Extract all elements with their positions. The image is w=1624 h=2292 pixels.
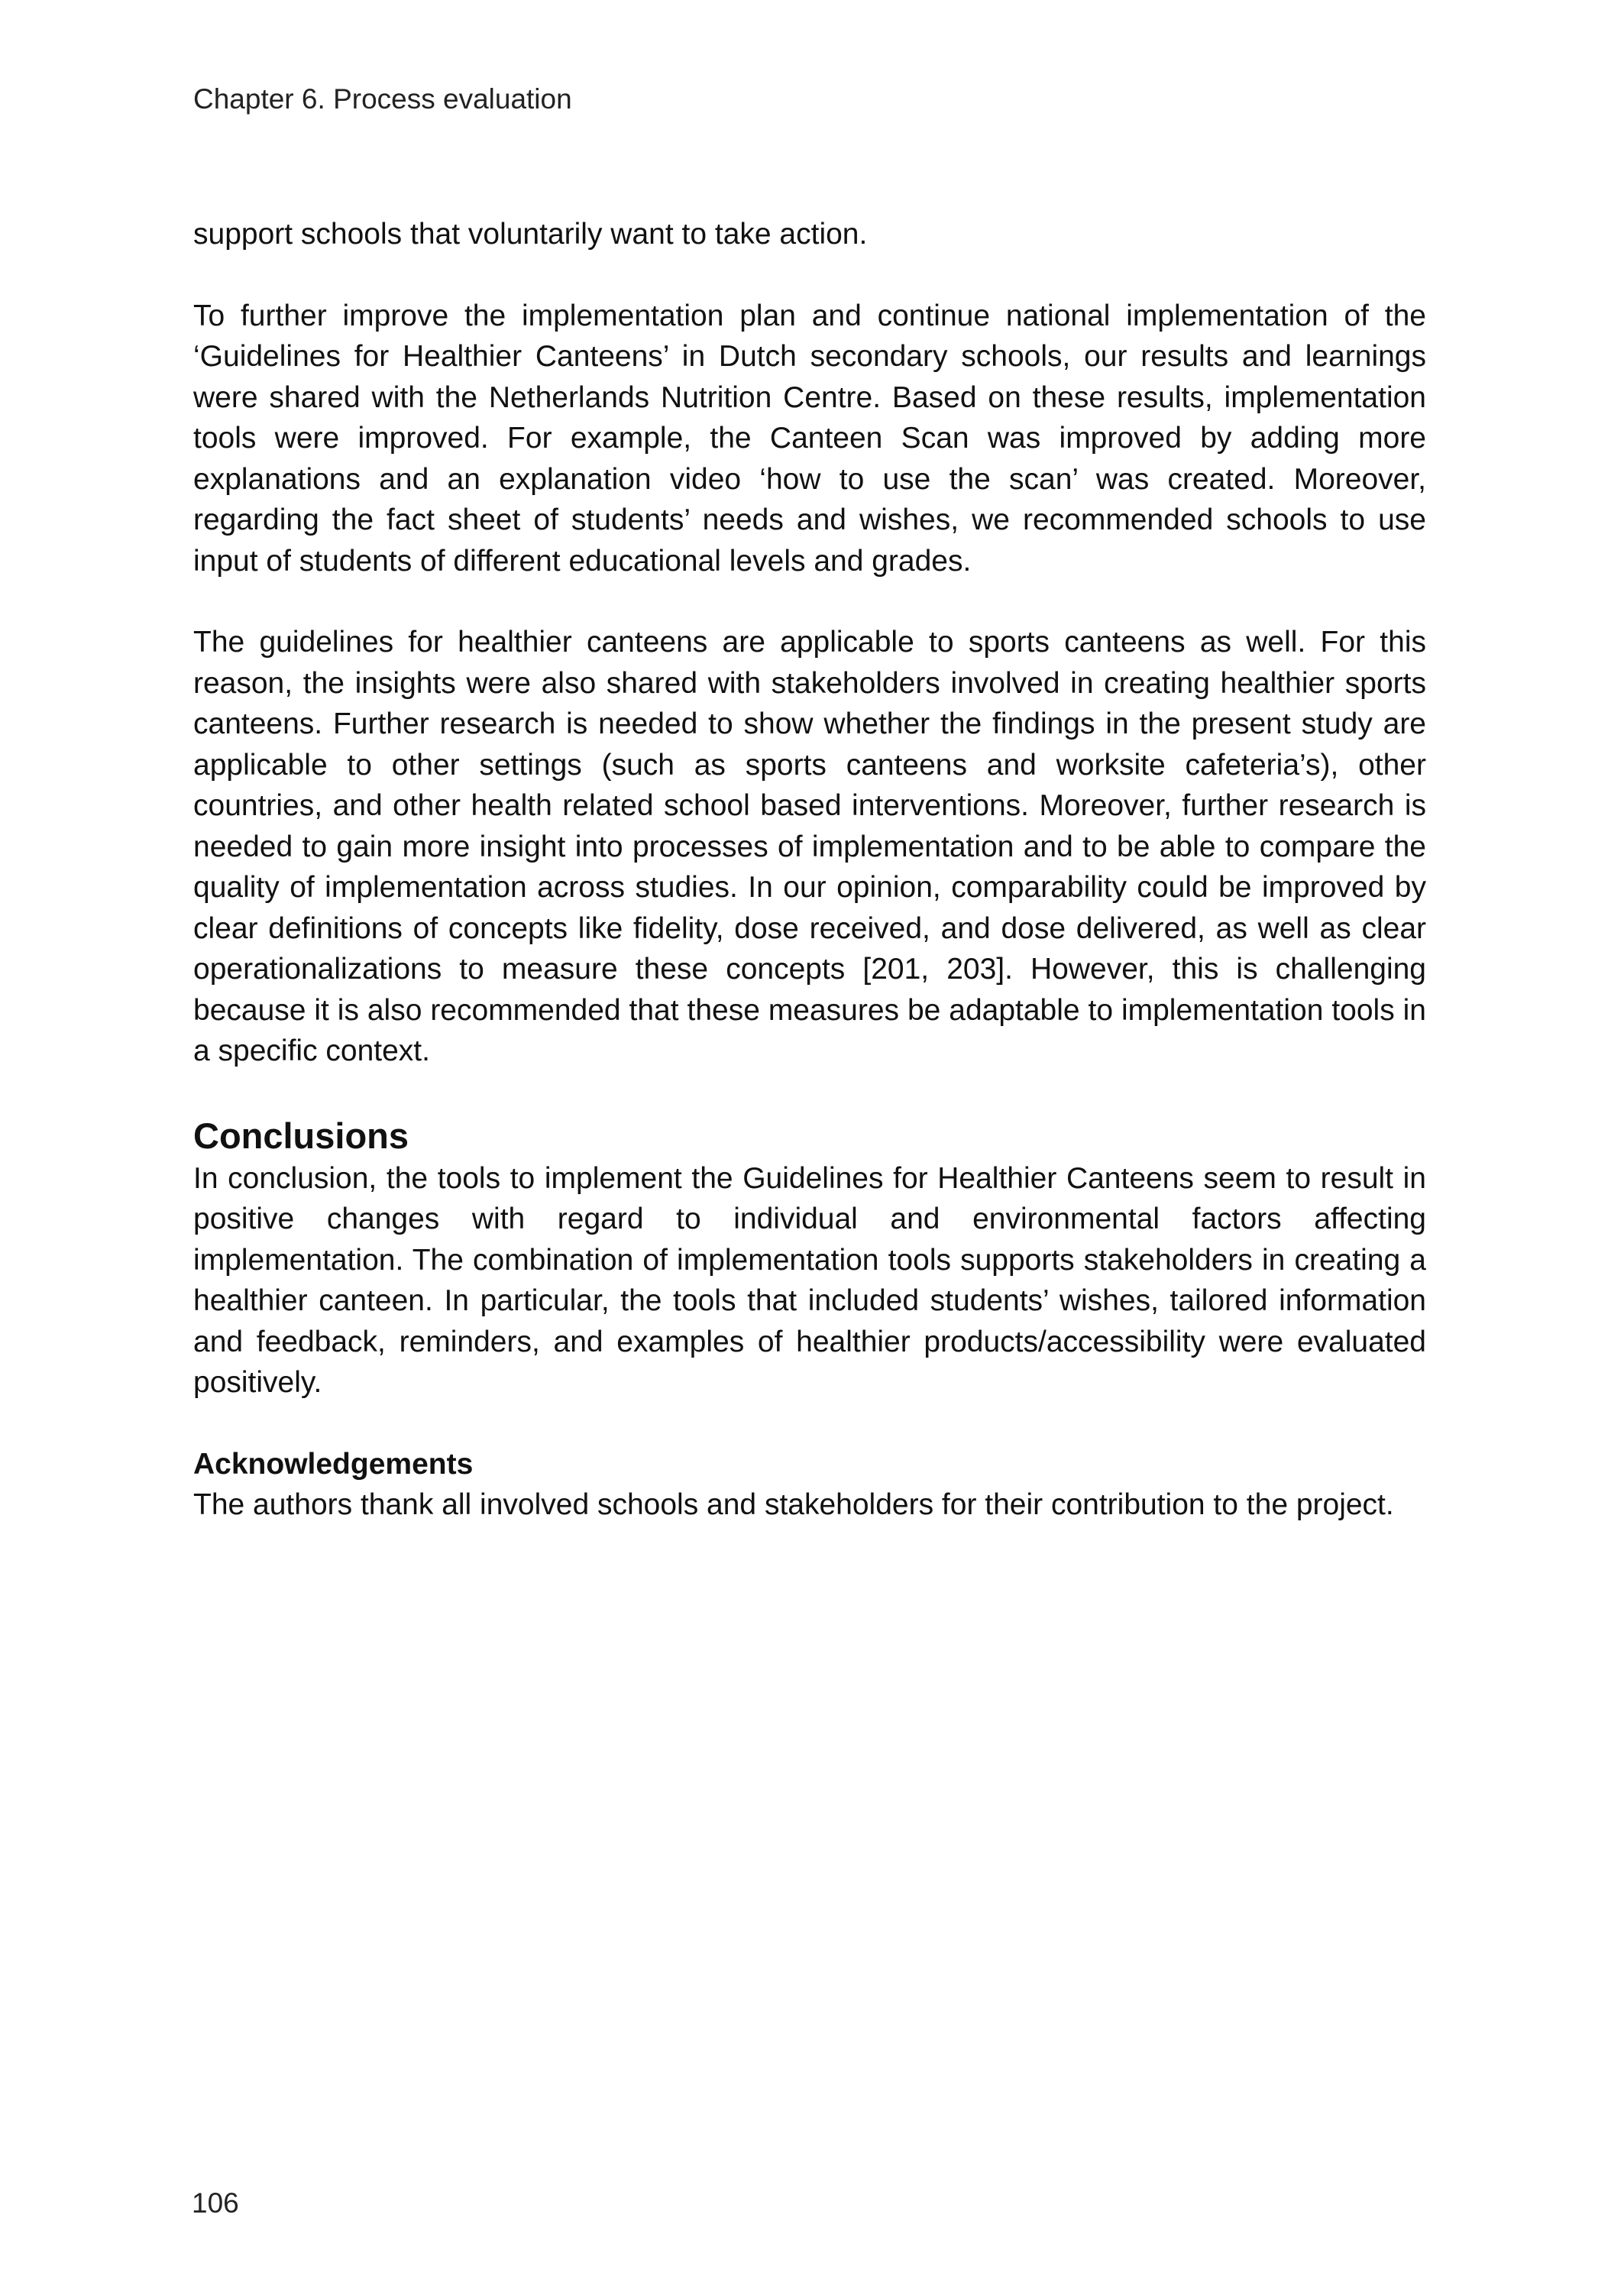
- body-paragraph: support schools that voluntarily want to take action.: [193, 218, 868, 251]
- acknowledgements-paragraph: The authors thank all involved schools and stakeholders for their contribution to the project.: [193, 1488, 1394, 1521]
- body-paragraph: The guidelines for healthier canteens are applicable to sports canteens as well. For this reason, the insights were also shared with stakeholders involved in creating healthier sports canteens. Further research is needed to show whether the findings in the present study are applicable to other settings (such as sports canteens and worksite cafeteria’s), other countries, and other health related school based interventions. Moreover, further research is needed to gain more insight into processes of implementation and to be able to compare the quality of implementation across studies. In our opinion, comparability could be improved by clear definitions of concepts like fidelity, dose received, and dose delivered, as well as clear operationalizations to measure these concepts [201, 203]. However, this is challenging because it is also recommended that these measures be adaptable to implementation tools in a specific context.: [193, 626, 1426, 1067]
- conclusions-heading: Conclusions: [193, 1115, 409, 1156]
- conclusions-paragraph: In conclusion, the tools to implement the Guidelines for Healthier Canteens seem to result in positive changes with regard to individual and environmental factors affecting implementation. The combination of implementation tools supports stakeholders in creating a healthier canteen. In particular, the tools that included students’ wishes, tailored information and feedback, reminders, and examples of healthier products/accessibility were evaluated positively.: [193, 1161, 1426, 1399]
- running-header: [193, 79, 572, 119]
- section-spacer: [193, 1403, 1426, 1444]
- page-content: [193, 214, 1426, 1526]
- body-paragraph: To further improve the implementation plan and continue national implementation of the ‘Guidelines for Healthier Canteens’ in Dutch secondary schools, our results and learnings were shared with the Netherlands Nutrition Centre. Based on these results, implementation tools were improved. For example, the Canteen Scan was improved by adding more explanations and an explanation video ‘how to use the scan’ was created. Moreover, regarding the fact sheet of students’ needs and wishes, we recommended schools to use input of students of different educational levels and grades.: [193, 299, 1426, 578]
- acknowledgements-heading: Acknowledgements: [193, 1447, 474, 1481]
- section-title: Process evaluation: [333, 83, 572, 115]
- page-number: 106: [192, 2187, 239, 2219]
- chapter-label: Chapter 6.: [193, 83, 325, 115]
